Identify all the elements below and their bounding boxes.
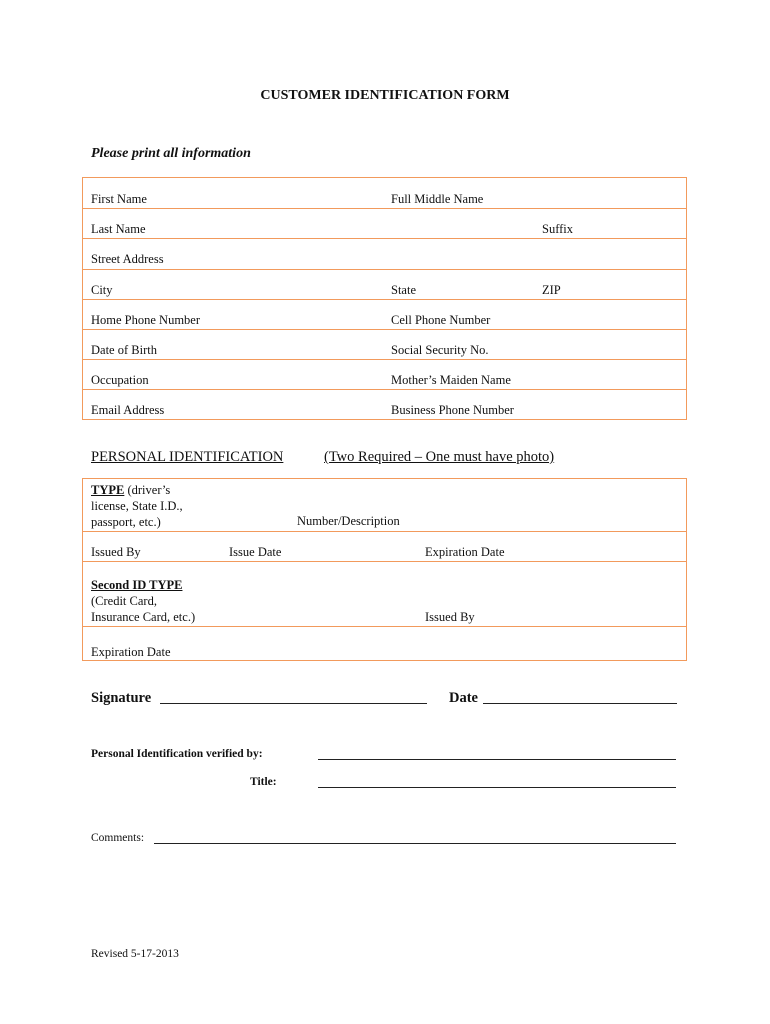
ssn-field[interactable]: Social Security No. [391, 343, 489, 357]
personal-id-subheading: (Two Required – One must have photo) [324, 449, 555, 465]
customer-info-table [82, 177, 687, 420]
row-divider [83, 359, 686, 360]
id-type-line2: license, State I.D., [91, 499, 183, 513]
revised-date: Revised 5-17-2013 [91, 948, 179, 960]
row-divider [83, 238, 686, 239]
first-name-field[interactable]: First Name [91, 192, 147, 206]
instruction-text: Please print all information [91, 146, 251, 161]
comments-line[interactable] [154, 843, 676, 844]
row-divider [83, 531, 686, 532]
title-line[interactable] [318, 787, 676, 788]
city-field[interactable]: City [91, 283, 113, 297]
second-expiration-date-field[interactable]: Expiration Date [91, 645, 171, 659]
issued-by-field[interactable]: Issued By [91, 545, 141, 559]
street-address-field[interactable]: Street Address [91, 252, 164, 266]
personal-id-heading: PERSONAL IDENTIFICATION [91, 449, 284, 465]
last-name-field[interactable]: Last Name [91, 222, 146, 236]
zip-field[interactable]: ZIP [542, 283, 561, 297]
business-phone-field[interactable]: Business Phone Number [391, 403, 514, 417]
page-title: CUSTOMER IDENTIFICATION FORM [260, 88, 510, 103]
verified-by-label: Personal Identification verified by: [91, 748, 263, 760]
row-divider [83, 389, 686, 390]
row-divider [83, 208, 686, 209]
mothers-maiden-name-field[interactable]: Mother’s Maiden Name [391, 373, 511, 387]
id-type-label: TYPE [91, 483, 125, 497]
row-divider [83, 561, 686, 562]
signature-line[interactable] [160, 703, 427, 704]
number-description-field[interactable]: Number/Description [297, 514, 400, 528]
home-phone-field[interactable]: Home Phone Number [91, 313, 201, 327]
second-id-type-field[interactable] [91, 577, 195, 625]
personal-id-table [82, 478, 687, 661]
date-of-birth-field[interactable]: Date of Birth [91, 343, 157, 357]
second-id-type-line3: Insurance Card, etc.) [91, 610, 196, 624]
expiration-date-field[interactable]: Expiration Date [425, 545, 505, 559]
second-issued-by-field[interactable]: Issued By [425, 610, 475, 624]
issue-date-field[interactable]: Issue Date [229, 545, 282, 559]
date-label: Date [449, 690, 478, 706]
verified-by-line[interactable] [318, 759, 676, 760]
occupation-field[interactable]: Occupation [91, 373, 149, 387]
signature-label: Signature [91, 690, 152, 706]
second-id-type-line2: (Credit Card, [91, 594, 157, 608]
id-type-line3: passport, etc.) [91, 515, 161, 529]
title-label: Title: [250, 776, 277, 788]
row-divider [83, 299, 686, 300]
row-divider [83, 626, 686, 627]
state-field[interactable]: State [391, 283, 416, 297]
row-divider [83, 329, 686, 330]
date-line[interactable] [483, 703, 677, 704]
id-type-line1: (driver’s [124, 483, 171, 497]
middle-name-field[interactable]: Full Middle Name [391, 192, 484, 206]
second-id-type-label: Second ID TYPE [91, 578, 183, 592]
row-divider [83, 269, 686, 270]
email-field[interactable]: Email Address [91, 403, 165, 417]
comments-label: Comments: [91, 832, 145, 844]
suffix-field[interactable]: Suffix [542, 222, 574, 236]
id-type-field[interactable] [91, 482, 183, 530]
cell-phone-field[interactable]: Cell Phone Number [391, 313, 491, 327]
